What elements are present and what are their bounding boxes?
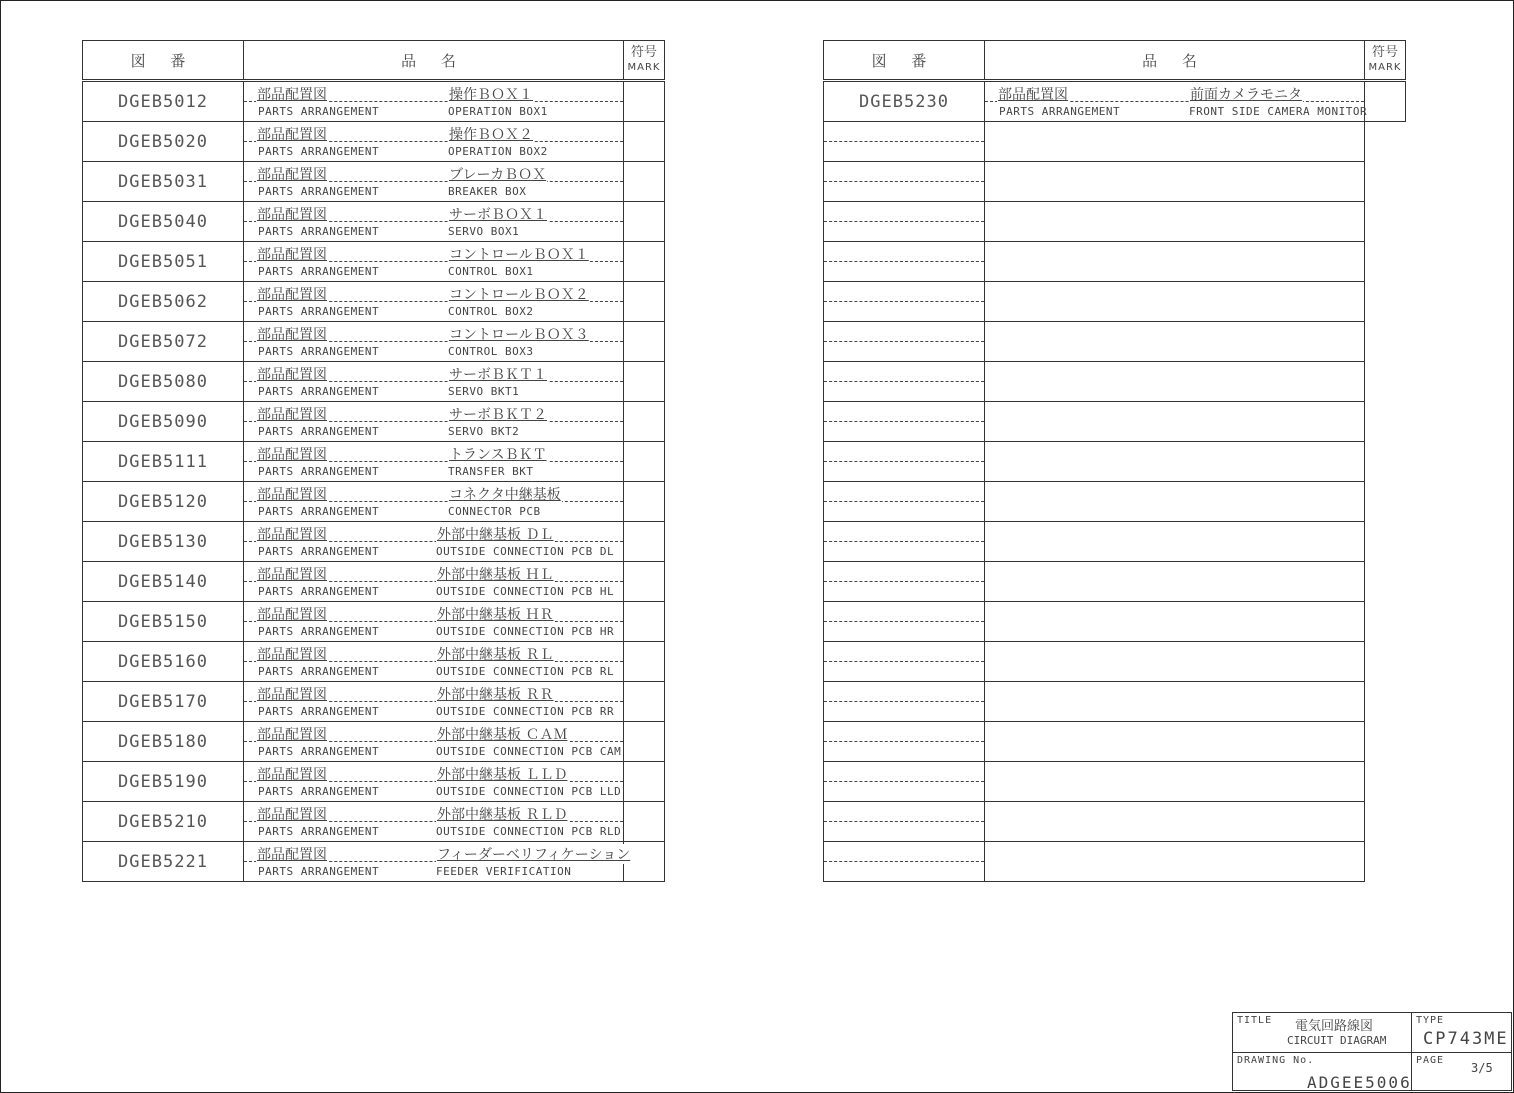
drawing-number: DGEB5170 <box>83 682 244 722</box>
table-row <box>824 802 1406 842</box>
name-en-part: OPERATION BOX1 <box>448 105 548 118</box>
part-name-cell <box>244 442 624 482</box>
name-ja-category: 部品配置図 <box>256 764 328 784</box>
mark-cell <box>985 482 1365 522</box>
part-name-cell <box>244 802 624 842</box>
drawing-number: DGEB5090 <box>83 402 244 442</box>
part-name-cell <box>244 562 624 602</box>
mark-cell <box>624 242 665 282</box>
table-row <box>824 482 1406 522</box>
part-name-cell <box>824 602 985 642</box>
mark-cell <box>985 682 1365 722</box>
mark-cell <box>624 762 665 802</box>
part-name-cell <box>824 562 985 602</box>
part-name-cell <box>824 682 985 722</box>
name-ja-category: 部品配置図 <box>256 444 328 464</box>
mark-cell <box>985 242 1365 282</box>
table-row <box>83 402 665 442</box>
name-en-part: SERVO BKT2 <box>448 425 520 438</box>
part-name-cell <box>244 842 631 882</box>
name-ja-part: サーボＢＯＸ１ <box>448 204 548 224</box>
drawing-number: DGEB5072 <box>83 322 244 362</box>
part-name-cell <box>244 722 624 762</box>
drawing-number: DGEB5140 <box>83 562 244 602</box>
name-ja-category: 部品配置図 <box>256 404 328 424</box>
name-ja-part: 外部中継基板 ＬＬＤ <box>436 764 568 784</box>
name-ja-part: コネクタ中継基板 <box>448 484 562 504</box>
mark-cell <box>624 562 665 602</box>
table-row <box>83 722 665 762</box>
part-name-cell <box>244 642 624 682</box>
name-en-part: OUTSIDE CONNECTION PCB HR <box>436 625 615 638</box>
part-name-cell <box>824 522 985 562</box>
header-mark: 符号 MARK <box>1365 41 1406 81</box>
name-en-part: OUTSIDE CONNECTION PCB LLD <box>436 785 622 798</box>
title-block <box>1232 1012 1512 1091</box>
leader-line <box>824 221 984 222</box>
drawing-number: DGEB5040 <box>83 202 244 242</box>
mark-cell <box>1365 81 1406 122</box>
drawing-number: DGEB5180 <box>83 722 244 762</box>
table-row <box>83 442 665 482</box>
name-ja-category: 部品配置図 <box>256 324 328 344</box>
drawing-number: DGEB5160 <box>83 642 244 682</box>
name-en-part: CONTROL BOX1 <box>448 265 534 278</box>
name-ja-category: 部品配置図 <box>256 604 328 624</box>
mark-cell <box>624 482 665 522</box>
mark-cell <box>985 202 1365 242</box>
table-row <box>824 642 1406 682</box>
name-ja-category: 部品配置図 <box>256 284 328 304</box>
name-en-category: PARTS ARRANGEMENT <box>258 345 380 358</box>
mark-cell <box>985 842 1365 882</box>
table-row <box>83 802 665 842</box>
name-ja-category: 部品配置図 <box>256 644 328 664</box>
mark-cell <box>624 602 665 642</box>
part-name-cell <box>244 482 624 522</box>
name-en-part: OUTSIDE CONNECTION PCB HL <box>436 585 615 598</box>
name-en-category: PARTS ARRANGEMENT <box>258 545 380 558</box>
part-name-cell <box>244 122 624 162</box>
drawing-no-label: DRAWING No. <box>1237 1055 1315 1066</box>
mark-cell <box>985 322 1365 362</box>
title-en: CIRCUIT DIAGRAM <box>1287 1034 1387 1047</box>
part-name-cell <box>824 242 985 282</box>
table-row <box>824 442 1406 482</box>
part-name-cell <box>244 402 624 442</box>
name-en-part: OUTSIDE CONNECTION PCB RR <box>436 705 615 718</box>
part-name-cell <box>244 602 624 642</box>
drawing-number: DGEB5221 <box>83 842 244 882</box>
name-en-part: CONTROL BOX2 <box>448 305 534 318</box>
drawing-number: DGEB5230 <box>824 81 985 122</box>
name-ja-category: 部品配置図 <box>256 724 328 744</box>
mark-cell <box>985 562 1365 602</box>
name-en-part: OPERATION BOX2 <box>448 145 548 158</box>
leader-line <box>824 741 984 742</box>
name-en-part: CONTROL BOX3 <box>448 345 534 358</box>
mark-cell <box>624 722 665 762</box>
part-name-cell <box>985 81 1368 122</box>
part-name-cell <box>824 162 985 202</box>
page-value: 3/5 <box>1471 1061 1493 1075</box>
parts-list-table-left <box>82 40 665 882</box>
name-en-category: PARTS ARRANGEMENT <box>258 745 380 758</box>
name-ja-part: 外部中継基板 ＨＲ <box>436 604 554 624</box>
drawing-number: DGEB5080 <box>83 362 244 402</box>
table-row <box>83 762 665 802</box>
name-ja-part: コントロールＢＯＸ３ <box>448 324 590 344</box>
part-name-cell <box>244 282 624 322</box>
part-name-cell <box>244 242 624 282</box>
name-en-part: SERVO BKT1 <box>448 385 520 398</box>
name-ja-part: 外部中継基板 ＲＬＤ <box>436 804 568 824</box>
table-row <box>824 722 1406 762</box>
part-name-cell <box>244 522 624 562</box>
mark-cell <box>624 362 665 402</box>
mark-cell <box>624 522 665 562</box>
table-row <box>83 162 665 202</box>
table-row <box>83 202 665 242</box>
name-en-category: PARTS ARRANGEMENT <box>258 145 380 158</box>
name-en-category: PARTS ARRANGEMENT <box>258 385 380 398</box>
table-row <box>83 682 665 722</box>
name-ja-part: コントロールＢＯＸ１ <box>448 244 590 264</box>
leader-line <box>824 701 984 702</box>
drawing-no-value: ADGEE5006 <box>1307 1073 1412 1092</box>
part-name-cell <box>824 362 985 402</box>
name-ja-part: 操作ＢＯＸ２ <box>448 124 534 144</box>
name-ja-part: サーボＢＫＴ２ <box>448 404 548 424</box>
page-label: PAGE <box>1416 1055 1445 1066</box>
name-ja-category: 部品配置図 <box>256 484 328 504</box>
table-row <box>83 642 665 682</box>
name-ja-part: 外部中継基板 ＤＬ <box>436 524 554 544</box>
part-name-cell <box>824 322 985 362</box>
part-name-cell <box>244 682 624 722</box>
drawing-number: DGEB5031 <box>83 162 244 202</box>
name-ja-category: 部品配置図 <box>256 364 328 384</box>
name-ja-category: 部品配置図 <box>256 164 328 184</box>
drawing-number: DGEB5120 <box>83 482 244 522</box>
table-row <box>83 842 665 882</box>
part-name-cell <box>824 842 985 882</box>
mark-cell <box>985 162 1365 202</box>
drawing-number: DGEB5130 <box>83 522 244 562</box>
table-row <box>83 122 665 162</box>
table-row <box>83 602 665 642</box>
name-en-category: PARTS ARRANGEMENT <box>258 705 380 718</box>
name-en-category: PARTS ARRANGEMENT <box>258 585 380 598</box>
title-block-divider <box>1233 1052 1511 1053</box>
part-name-cell <box>244 81 624 122</box>
leader-line <box>824 341 984 342</box>
table-row <box>824 202 1406 242</box>
mark-cell <box>985 362 1365 402</box>
mark-cell <box>624 642 665 682</box>
leader-line <box>824 421 984 422</box>
drawing-number: DGEB5012 <box>83 81 244 122</box>
name-ja-part: 外部中継基板 ＲＲ <box>436 684 554 704</box>
mark-cell <box>985 602 1365 642</box>
name-ja-category: 部品配置図 <box>256 804 328 824</box>
leader-line <box>824 261 984 262</box>
part-name-cell <box>244 762 624 802</box>
leader-line <box>824 181 984 182</box>
header-drawing-no: 図 番 <box>824 41 985 81</box>
mark-cell <box>624 282 665 322</box>
name-ja-part: トランスＢＫＴ <box>448 444 548 464</box>
header-name: 品 名 <box>244 41 624 81</box>
part-name-cell <box>824 642 985 682</box>
type-value: CP743ME <box>1423 1029 1509 1049</box>
mark-cell <box>624 682 665 722</box>
leader-line <box>824 821 984 822</box>
mark-cell <box>985 282 1365 322</box>
name-ja-category: 部品配置図 <box>256 244 328 264</box>
leader-line <box>824 541 984 542</box>
part-name-cell <box>824 282 985 322</box>
drawing-number: DGEB5210 <box>83 802 244 842</box>
table-row <box>824 522 1406 562</box>
name-en-category: PARTS ARRANGEMENT <box>258 785 380 798</box>
name-ja-part: フィーダーベリフィケーション <box>436 844 631 864</box>
part-name-cell <box>824 482 985 522</box>
drawing-number: DGEB5020 <box>83 122 244 162</box>
name-en-part: CONNECTOR PCB <box>448 505 541 518</box>
part-name-cell <box>244 322 624 362</box>
name-ja-category: 部品配置図 <box>256 524 328 544</box>
name-ja-category: 部品配置図 <box>256 844 328 864</box>
name-en-part: OUTSIDE CONNECTION PCB RLD <box>436 825 622 838</box>
drawing-number: DGEB5062 <box>83 282 244 322</box>
leader-line <box>824 301 984 302</box>
name-en-category: PARTS ARRANGEMENT <box>999 105 1121 118</box>
table-row <box>824 402 1406 442</box>
leader-line <box>824 501 984 502</box>
name-en-part: FRONT SIDE CAMERA MONITOR <box>1189 105 1368 118</box>
name-en-category: PARTS ARRANGEMENT <box>258 665 380 678</box>
name-en-category: PARTS ARRANGEMENT <box>258 625 380 638</box>
table-row <box>83 482 665 522</box>
mark-cell <box>624 322 665 362</box>
leader-line <box>824 141 984 142</box>
part-name-cell <box>244 362 624 402</box>
drawing-number: DGEB5111 <box>83 442 244 482</box>
name-ja-part: サーボＢＫＴ１ <box>448 364 548 384</box>
name-ja-part: ブレーカＢＯＸ <box>448 164 547 184</box>
leader-line <box>824 461 984 462</box>
header-mark: 符号 MARK <box>624 41 665 81</box>
type-label: TYPE <box>1416 1015 1445 1026</box>
name-en-part: OUTSIDE CONNECTION PCB CAM <box>436 745 622 758</box>
part-name-cell <box>824 122 985 162</box>
part-name-cell <box>824 722 985 762</box>
title-label: TITLE <box>1237 1015 1273 1026</box>
table-row <box>83 242 665 282</box>
name-en-category: PARTS ARRANGEMENT <box>258 865 380 878</box>
name-en-category: PARTS ARRANGEMENT <box>258 505 380 518</box>
parts-list-table-right <box>823 40 1406 882</box>
name-ja-category: 部品配置図 <box>256 564 328 584</box>
mark-cell <box>985 762 1365 802</box>
leader-line <box>824 861 984 862</box>
table-row <box>83 81 665 122</box>
leader-line <box>824 621 984 622</box>
part-name-cell <box>824 442 985 482</box>
leader-line <box>824 661 984 662</box>
drawing-number: DGEB5190 <box>83 762 244 802</box>
name-en-category: PARTS ARRANGEMENT <box>258 465 380 478</box>
part-name-cell <box>244 202 624 242</box>
name-ja-category: 部品配置図 <box>256 684 328 704</box>
table-row <box>83 362 665 402</box>
table-row <box>824 602 1406 642</box>
name-en-category: PARTS ARRANGEMENT <box>258 265 380 278</box>
part-name-cell <box>824 802 985 842</box>
table-row <box>83 282 665 322</box>
name-ja-part: 外部中継基板 ＣＡＭ <box>436 724 568 744</box>
mark-cell <box>985 642 1365 682</box>
name-en-category: PARTS ARRANGEMENT <box>258 105 380 118</box>
mark-cell <box>985 442 1365 482</box>
name-ja-part: 外部中継基板 ＲＬ <box>436 644 554 664</box>
name-en-part: SERVO BOX1 <box>448 225 520 238</box>
table-row <box>824 762 1406 802</box>
name-en-part: TRANSFER BKT <box>448 465 534 478</box>
name-en-category: PARTS ARRANGEMENT <box>258 185 380 198</box>
name-en-part: BREAKER BOX <box>448 185 527 198</box>
mark-cell <box>624 402 665 442</box>
name-ja-part: コントロールＢＯＸ２ <box>448 284 590 304</box>
mark-cell <box>624 202 665 242</box>
name-en-category: PARTS ARRANGEMENT <box>258 825 380 838</box>
header-drawing-no: 図 番 <box>83 41 244 81</box>
table-row <box>824 842 1406 882</box>
part-name-cell <box>824 402 985 442</box>
name-en-category: PARTS ARRANGEMENT <box>258 305 380 318</box>
table-row <box>824 122 1406 162</box>
name-ja-part: 前面カメラモニタ <box>1189 84 1303 104</box>
table-row <box>824 282 1406 322</box>
part-name-cell <box>824 762 985 802</box>
part-name-cell <box>244 162 624 202</box>
mark-cell <box>985 722 1365 762</box>
mark-cell <box>624 802 665 842</box>
table-header-row <box>83 41 665 81</box>
mark-cell <box>985 402 1365 442</box>
leader-line <box>824 781 984 782</box>
mark-cell <box>624 442 665 482</box>
mark-cell <box>624 122 665 162</box>
mark-cell <box>624 81 665 122</box>
drawing-number: DGEB5051 <box>83 242 244 282</box>
name-ja-part: 操作ＢＯＸ１ <box>448 84 534 104</box>
name-en-category: PARTS ARRANGEMENT <box>258 225 380 238</box>
mark-cell <box>985 522 1365 562</box>
header-name: 品 名 <box>985 41 1365 81</box>
table-row <box>83 522 665 562</box>
mark-cell <box>985 802 1365 842</box>
table-header-row <box>824 41 1406 81</box>
mark-cell <box>624 162 665 202</box>
part-name-cell <box>824 202 985 242</box>
name-en-part: FEEDER VERIFICATION <box>436 865 572 878</box>
table-row <box>824 562 1406 602</box>
name-en-category: PARTS ARRANGEMENT <box>258 425 380 438</box>
leader-line <box>824 381 984 382</box>
drawing-number: DGEB5150 <box>83 602 244 642</box>
name-ja-category: 部品配置図 <box>997 84 1069 104</box>
title-ja: 電気回路線図 <box>1295 1019 1374 1034</box>
table-row <box>83 562 665 602</box>
name-ja-category: 部品配置図 <box>256 84 328 104</box>
table-row <box>824 362 1406 402</box>
name-en-part: OUTSIDE CONNECTION PCB RL <box>436 665 615 678</box>
mark-cell <box>985 122 1365 162</box>
name-en-part: OUTSIDE CONNECTION PCB DL <box>436 545 615 558</box>
table-row <box>824 162 1406 202</box>
table-row <box>83 322 665 362</box>
table-row <box>824 81 1406 122</box>
table-row <box>824 242 1406 282</box>
name-ja-category: 部品配置図 <box>256 124 328 144</box>
table-row <box>824 322 1406 362</box>
leader-line <box>824 581 984 582</box>
table-row <box>824 682 1406 722</box>
name-ja-category: 部品配置図 <box>256 204 328 224</box>
name-ja-part: 外部中継基板 ＨＬ <box>436 564 554 584</box>
